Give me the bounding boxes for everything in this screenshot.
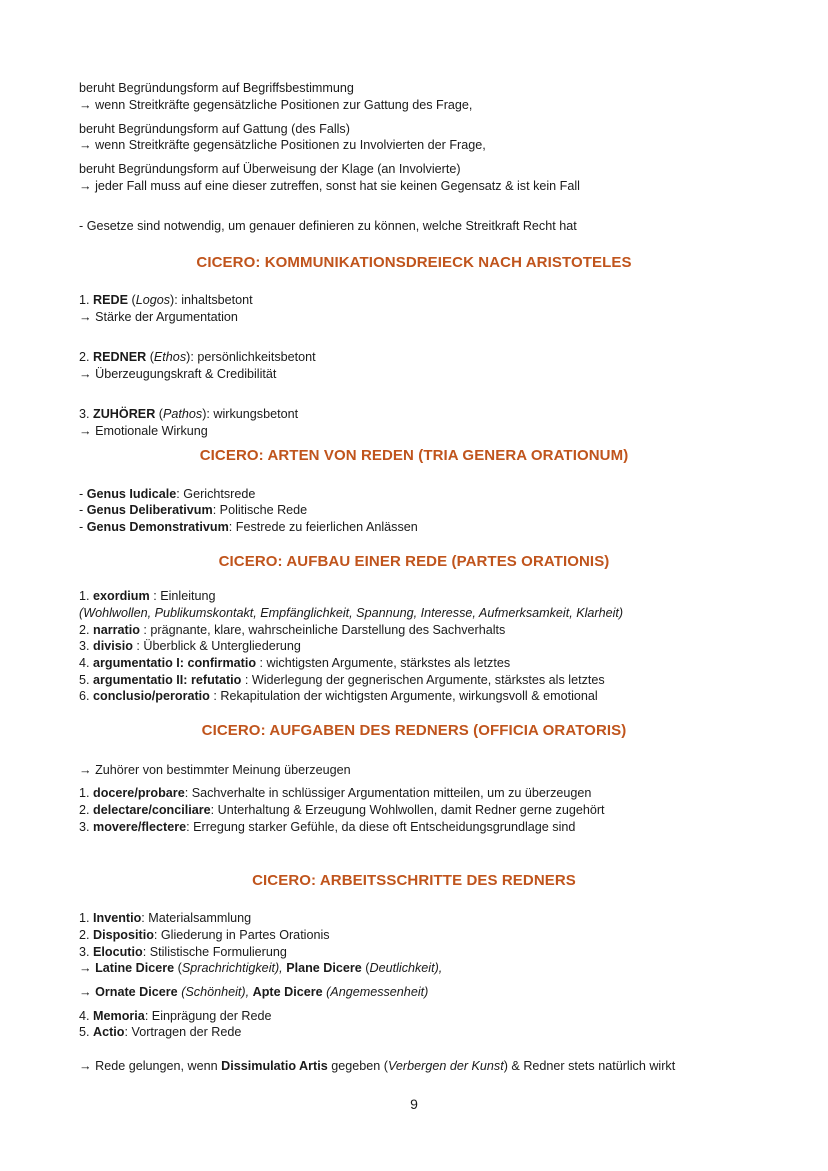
list-item: - Genus Demonstrativum: Festrede zu feierlichen Anlässen	[79, 520, 418, 534]
list-item: 1. docere/probare: Sachverhalte in schlüssiger Argumentation mitteilen, um zu überzeugen	[79, 786, 592, 800]
list-item: 3. movere/flectere: Erregung starker Gefühle, da diese oft Entscheidungsgrundlage sind	[79, 820, 576, 834]
list-item: 1. REDE (Logos): inhaltsbetont	[79, 293, 253, 307]
list-item-sub: → Ornate Dicere (Schönheit), Apte Dicere (Angemessenheit)	[79, 985, 429, 999]
list-item: 5. Actio: Vortragen der Rede	[79, 1025, 242, 1039]
page-number: 9	[410, 1096, 418, 1112]
list-item: 1. exordium : Einleitung	[79, 589, 216, 603]
list-item: 5. argumentatio II: refutatio : Widerlegung der gegnerischen Argumente, stärkstes als letztes	[79, 673, 605, 687]
list-item: - Genus Iudicale: Gerichtsrede	[79, 487, 256, 501]
list-item: 2. narratio : prägnante, klare, wahrscheinliche Darstellung des Sachverhalts	[79, 623, 506, 637]
list-item: 4. Memoria: Einprägung der Rede	[79, 1009, 272, 1023]
intro-line: beruht Begründungsform auf Begriffsbestimmung	[79, 81, 354, 95]
list-item: 2. REDNER (Ethos): persönlichkeitsbetont	[79, 350, 316, 364]
list-item: 1. Inventio: Materialsammlung	[79, 911, 252, 925]
list-item: 6. conclusio/peroratio : Rekapitulation der wichtigsten Argumente, wirkungsvoll & emotional	[79, 689, 598, 703]
intro-line: → wenn Streitkräfte gegensätzliche Positionen zur Gattung des Frage,	[79, 98, 473, 112]
list-item: 3. divisio : Überblick & Untergliederung	[79, 639, 301, 653]
section-heading: CICERO: AUFGABEN DES REDNERS (OFFICIA ORATORIS)	[201, 722, 627, 739]
intro-line: → wenn Streitkräfte gegensätzliche Positionen zu Involvierten der Frage,	[79, 138, 486, 152]
list-item-sub: → Emotionale Wirkung	[79, 424, 208, 438]
list-item: 4. argumentatio I: confirmatio : wichtigsten Argumente, stärkstes als letztes	[79, 656, 511, 670]
list-item-sub: → Stärke der Argumentation	[79, 310, 238, 324]
section-heading: CICERO: KOMMUNIKATIONSDREIECK NACH ARISTOTELES	[196, 254, 632, 271]
intro-line: - Gesetze sind notwendig, um genauer definieren zu können, welche Streitkraft Recht hat	[79, 219, 577, 233]
intro-line: beruht Begründungsform auf Überweisung der Klage (an Involvierte)	[79, 162, 461, 176]
section-heading: CICERO: AUFBAU EINER REDE (PARTES ORATIONIS)	[218, 553, 610, 570]
list-item: 2. Dispositio: Gliederung in Partes Orationis	[79, 928, 330, 942]
list-item: - Genus Deliberativum: Politische Rede	[79, 503, 308, 517]
list-item: 3. ZUHÖRER (Pathos): wirkungsbetont	[79, 407, 299, 421]
section-heading: CICERO: ARTEN VON REDEN (TRIA GENERA ORATIONUM)	[199, 447, 629, 464]
list-item-sub: → Überzeugungskraft & Credibilität	[79, 367, 277, 381]
section-heading: CICERO: ARBEITSSCHRITTE DES REDNERS	[252, 872, 576, 889]
list-item: 3. Elocutio: Stilistische Formulierung	[79, 945, 287, 959]
section-lead: → Zuhörer von bestimmter Meinung überzeugen	[79, 763, 351, 777]
intro-line: beruht Begründungsform auf Gattung (des Falls)	[79, 122, 350, 136]
intro-line: → jeder Fall muss auf eine dieser zutreffen, sonst hat sie keinen Gegensatz & ist kein Fall	[79, 179, 580, 193]
list-item-sub: → Latine Dicere (Sprachrichtigkeit), Plane Dicere (Deutlichkeit),	[79, 961, 443, 975]
conclusion-line: → Rede gelungen, wenn Dissimulatio Artis gegeben (Verbergen der Kunst) & Redner stets natürlich wirkt	[79, 1059, 676, 1073]
list-item: 2. delectare/conciliare: Unterhaltung & Erzeugung Wohlwollen, damit Redner gerne zugehört	[79, 803, 605, 817]
list-item-note: (Wohlwollen, Publikumskontakt, Empfänglichkeit, Spannung, Interesse, Aufmerksamkeit, Klarheit)	[79, 606, 624, 620]
